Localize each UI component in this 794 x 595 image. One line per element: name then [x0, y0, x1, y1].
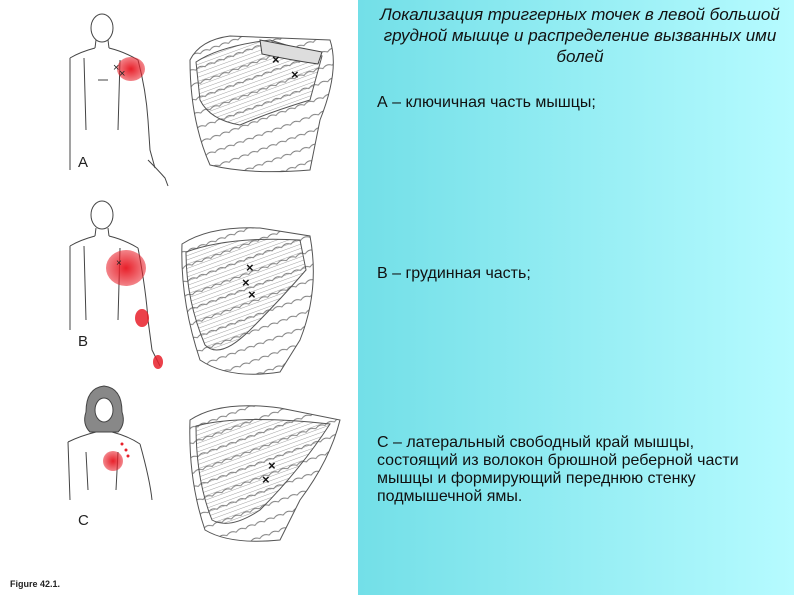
figure-label-a: A: [78, 154, 89, 171]
trigger-mark-b4: ×: [248, 287, 256, 302]
slide-title: Локализация триггерных точек в левой большой грудной мышце и распределение вызванных ими болей: [380, 5, 780, 66]
pain-zone-b2: [135, 309, 149, 327]
text-panel: [358, 0, 794, 595]
body-figure-c: [68, 386, 152, 500]
trigger-mark-b3: ×: [242, 275, 250, 290]
trigger-mark-a4: ×: [291, 67, 299, 82]
trigger-mark-b2: ×: [246, 260, 254, 275]
description-b: В – грудинная часть;: [377, 265, 531, 282]
figure-caption: Figure 42.1.: [10, 579, 61, 589]
anatomy-figure-panel: [0, 0, 358, 595]
pain-zone-b1: [106, 250, 146, 286]
pain-zone-b3: [153, 355, 163, 369]
trigger-mark-a1: ×: [113, 62, 120, 74]
anatomy-illustration: [0, 0, 358, 595]
figure-label-b: B: [78, 333, 89, 350]
trigger-mark-c1: ×: [268, 458, 276, 473]
muscle-drawing-a: [190, 36, 333, 172]
description-c: С – латеральный свободный край мышцы, состоящий из волокон брюшной реберной части мышцы и формирующий переднюю стенку подмышечной ямы.: [377, 434, 739, 505]
pain-zone-c: [103, 451, 123, 471]
trigger-mark-b1: ×: [116, 258, 122, 269]
description-a: А – ключичная часть мышцы;: [377, 94, 596, 111]
figure-label-c: C: [78, 512, 89, 529]
trigger-mark-a3: ×: [272, 52, 280, 67]
trigger-mark-c2: ×: [262, 472, 270, 487]
trigger-mark-a2: ×: [119, 68, 126, 80]
